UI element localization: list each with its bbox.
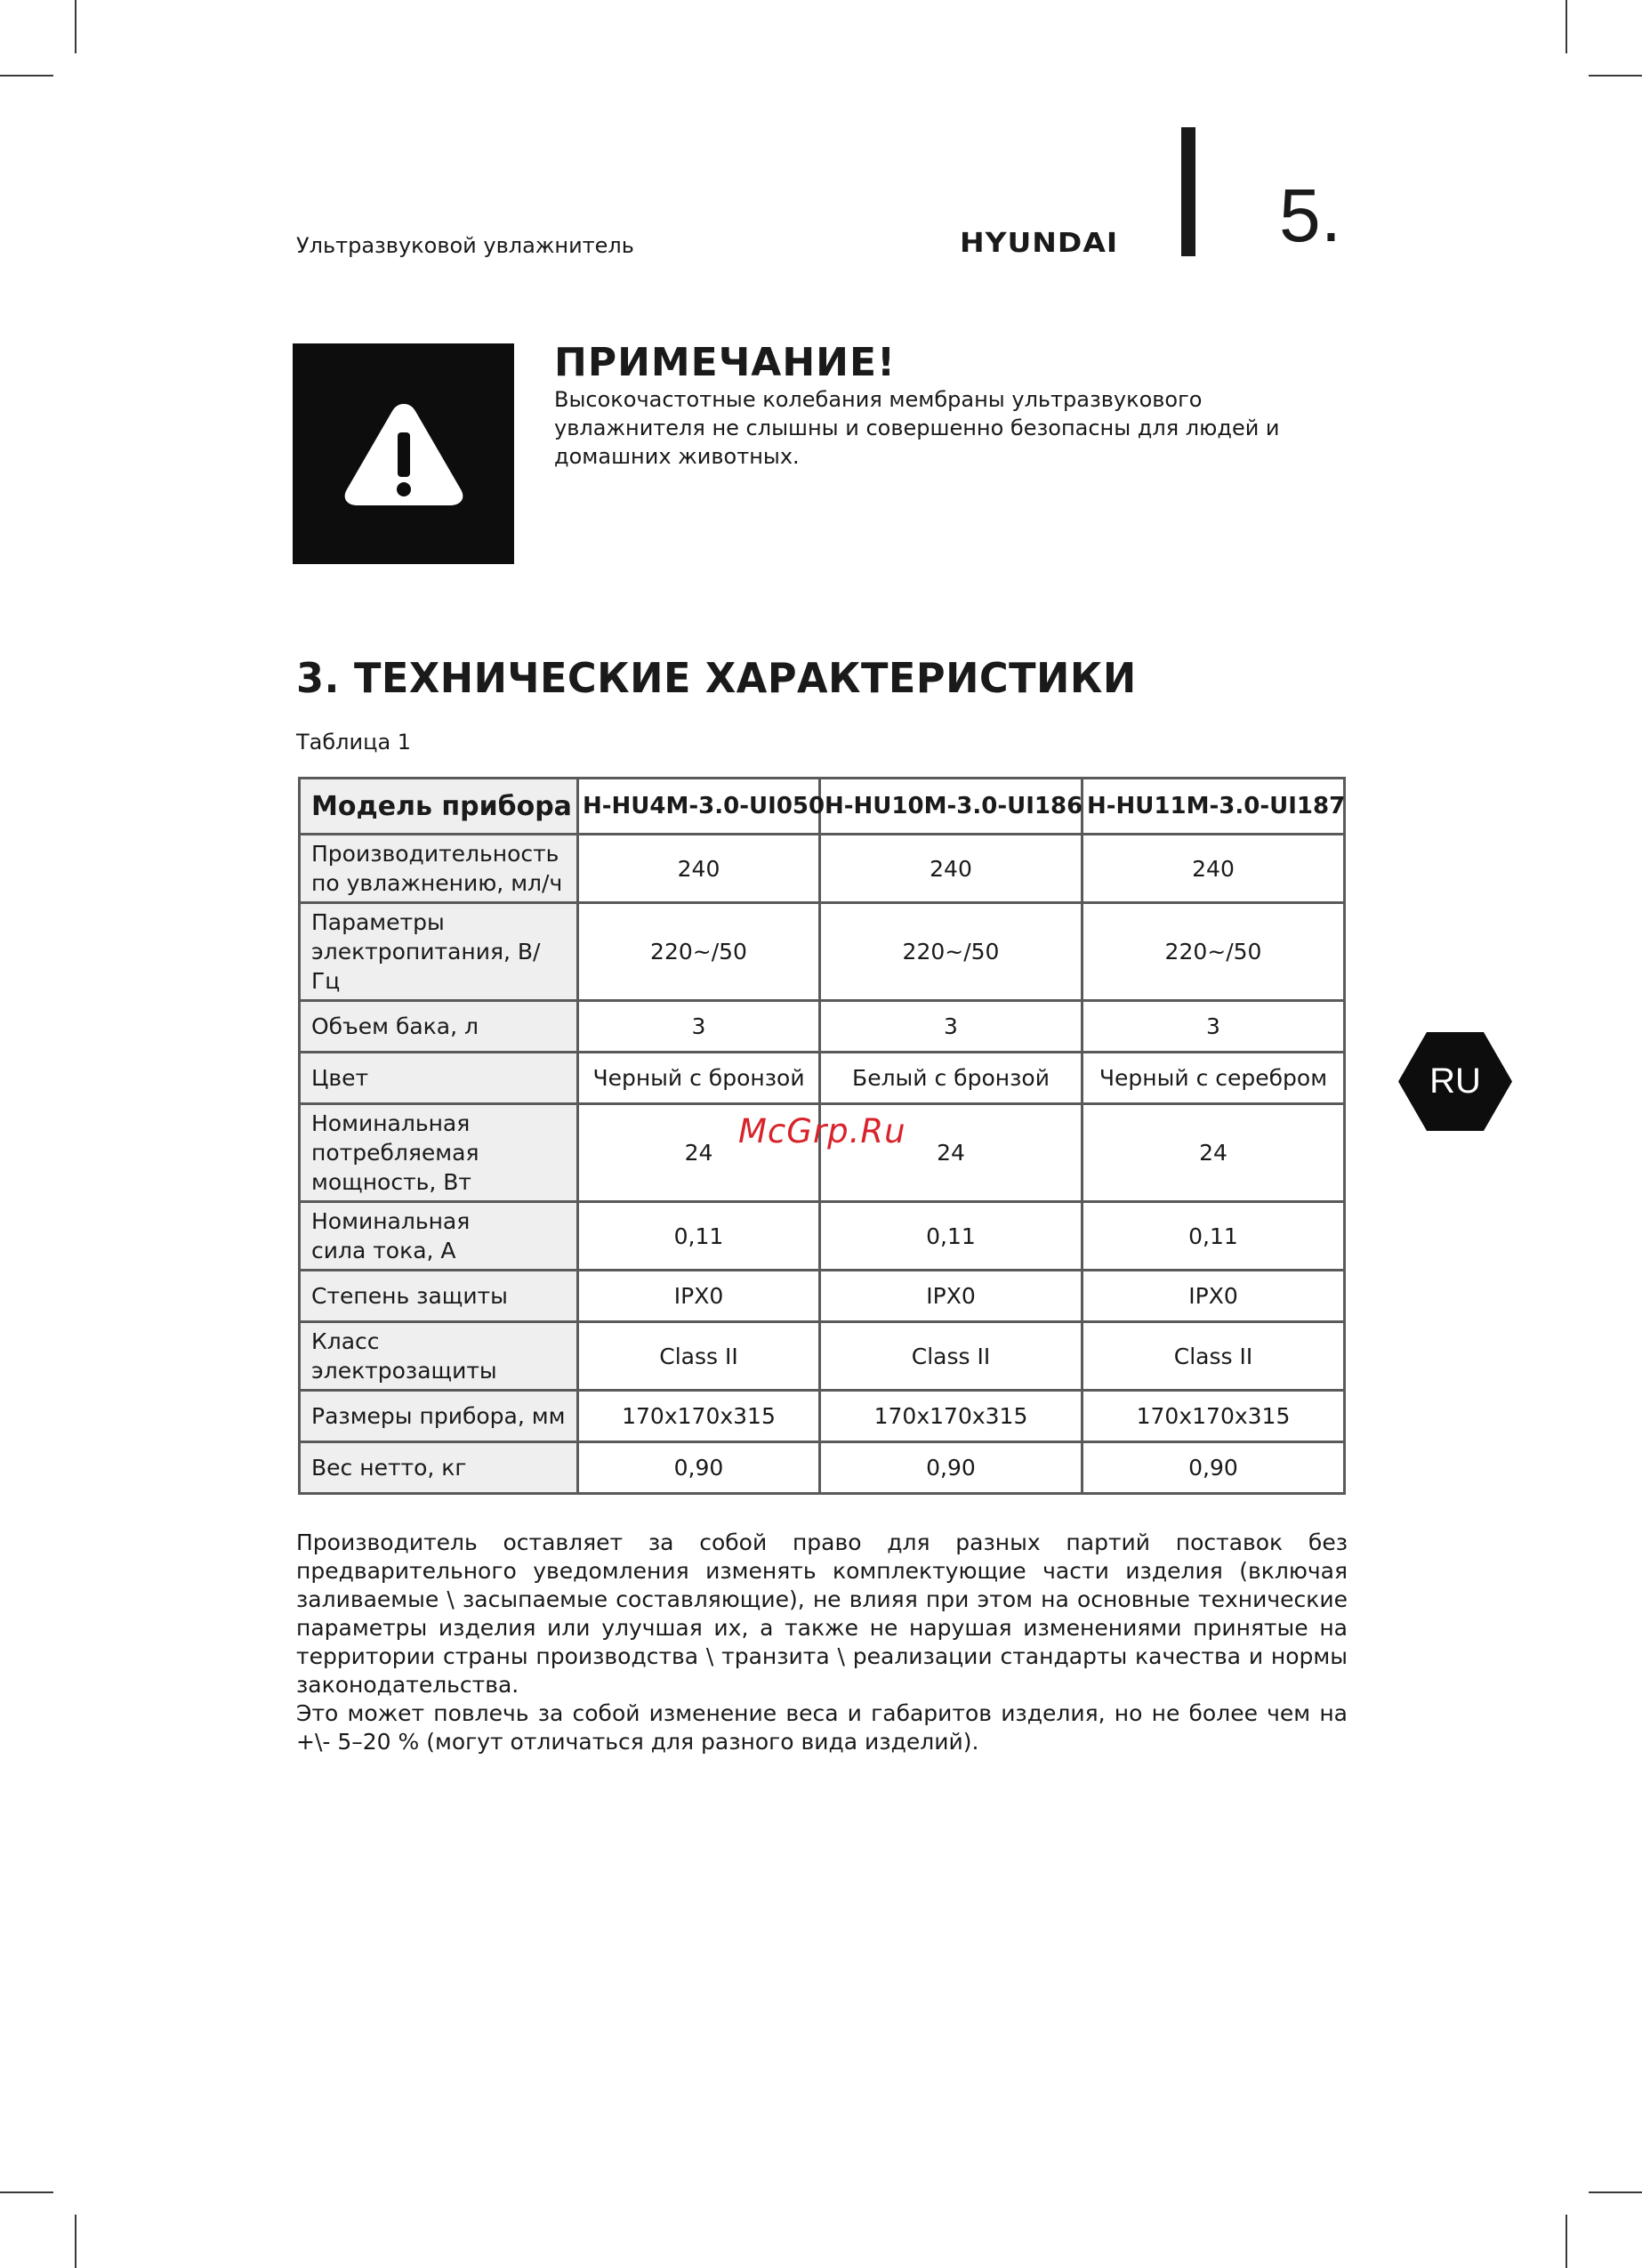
row-label (300, 903, 578, 1001)
table-caption: Таблица 1 (296, 730, 412, 755)
table-cell: 3 (1083, 1001, 1345, 1053)
table-cell: 170x170x315 (578, 1391, 820, 1442)
table-cell: Черный с бронзой (578, 1053, 820, 1104)
row-label (300, 1053, 578, 1104)
section-heading: 3. ТЕХНИЧЕСКИЕ ХАРАКТЕРИСТИКИ (296, 654, 1137, 702)
document-title: Ультразвуковой увлажнитель (296, 233, 634, 258)
table-row (300, 1271, 1345, 1322)
note-line: увлажнителя не слышны и совершенно безопасны для людей и (554, 416, 1280, 440)
table-row (300, 1391, 1345, 1442)
table-cell: 0,90 (1083, 1442, 1345, 1494)
crop-mark (1589, 75, 1642, 77)
table-cell: 0,90 (578, 1442, 820, 1494)
crop-mark (75, 2215, 76, 2268)
row-label-line: Степень защиты (311, 1283, 508, 1309)
note-line: Высокочастотные колебания мембраны ультразвукового (554, 387, 1203, 412)
table-cell: 0,11 (1083, 1202, 1345, 1271)
row-label-line: Вес нетто, кг (311, 1455, 467, 1481)
crop-mark (1589, 2191, 1642, 2193)
table-row (300, 1053, 1345, 1104)
table-cell: 220~/50 (578, 903, 820, 1001)
row-label-line: Объем бака, л (311, 1013, 479, 1039)
row-label-line: по увлажнению, мл/ч (311, 870, 563, 896)
row-label-line: Номинальная (311, 1110, 471, 1136)
crop-mark (1566, 0, 1567, 53)
table-header-cell: Модель прибора (300, 779, 578, 835)
table-cell: 24 (820, 1104, 1083, 1202)
table-row (300, 1001, 1345, 1053)
row-label-line: сила тока, А (311, 1238, 456, 1263)
table-cell: Class II (1083, 1322, 1345, 1391)
table-cell: Class II (820, 1322, 1083, 1391)
table-cell: 0,11 (578, 1202, 820, 1271)
table-row (300, 1202, 1345, 1271)
table-cell: Class II (578, 1322, 820, 1391)
row-label-line: Класс электрозащиты (311, 1328, 497, 1384)
table-row (300, 903, 1345, 1001)
row-label-line: Параметры (311, 909, 445, 935)
crop-mark (1566, 2215, 1567, 2268)
table-cell: 0,11 (820, 1202, 1083, 1271)
table-row (300, 835, 1345, 903)
table-header-row (300, 779, 1345, 835)
footer-text (296, 1529, 1348, 1756)
row-label (300, 1442, 578, 1494)
row-label-line: мощность, Вт (311, 1169, 471, 1195)
table-cell: 3 (820, 1001, 1083, 1053)
warning-triangle-icon (342, 399, 466, 509)
table-cell: 24 (1083, 1104, 1345, 1202)
table-cell: 170x170x315 (1083, 1391, 1345, 1442)
note-line: домашних животных. (554, 444, 800, 469)
row-label-line: Номинальная (311, 1208, 471, 1234)
page-number: 5. (1279, 174, 1342, 257)
table-cell: 240 (1083, 835, 1345, 903)
row-label (300, 1001, 578, 1053)
warning-box (293, 343, 514, 564)
note-text (554, 385, 1355, 471)
note-title: ПРИМЕЧАНИЕ! (554, 340, 897, 385)
table-cell: 3 (578, 1001, 820, 1053)
row-label-line: Производительность (311, 841, 559, 867)
watermark: McGrp.Ru (738, 1112, 906, 1150)
row-label-line: электропитания, В/Гц (311, 939, 541, 994)
header-divider (1181, 127, 1195, 256)
table-cell: 220~/50 (1083, 903, 1345, 1001)
table-header-cell: H-HU11M-3.0-UI187 (1083, 779, 1345, 835)
crop-mark (0, 2191, 53, 2193)
crop-mark (0, 75, 53, 77)
language-badge (1398, 1032, 1512, 1131)
row-label (300, 1104, 578, 1202)
table-row (300, 1442, 1345, 1494)
row-label (300, 1202, 578, 1271)
table-cell: Белый с бронзой (820, 1053, 1083, 1104)
table-header-cell: H-HU4M-3.0-UI050 (578, 779, 820, 835)
footer-paragraph: Это может повлечь за собой изменение веса и габаритов изделия, но не более чем на +\- 5–20 % (могут отличаться для разного вида изделий). (296, 1700, 1348, 1755)
footer-paragraph: Производитель оставляет за собой право для разных партий поставок без предварительного уведомления изменять комплектующие части изделия (включая заливаемые \ засыпаемые составляющие), не влияя при этом на основные технические параметры изделия или улучшая их, а также не нарушая изменениями принятые на территории страны производства \ транзита \ реализации стандарты качества и нормы законодательства. (296, 1529, 1348, 1698)
row-label-line: потребляемая (311, 1140, 479, 1166)
table-cell: IPX0 (1083, 1271, 1345, 1322)
row-label-line: Цвет (311, 1065, 369, 1091)
table-cell: 0,90 (820, 1442, 1083, 1494)
brand-logo: HYUNDAI (960, 226, 1119, 259)
table-cell: 170x170x315 (820, 1391, 1083, 1442)
table-cell: Черный с серебром (1083, 1053, 1345, 1104)
table-cell: IPX0 (820, 1271, 1083, 1322)
row-label (300, 835, 578, 903)
language-badge-label: RU (1429, 1061, 1481, 1101)
row-label (300, 1322, 578, 1391)
table-cell: 220~/50 (820, 903, 1083, 1001)
table-header-cell: H-HU10M-3.0-UI186 (820, 779, 1083, 835)
row-label (300, 1391, 578, 1442)
table-row (300, 1322, 1345, 1391)
table-cell: 24 (578, 1104, 820, 1202)
row-label-line: Размеры прибора, мм (311, 1403, 566, 1429)
table-cell: 240 (820, 835, 1083, 903)
row-label (300, 1271, 578, 1322)
table-cell: IPX0 (578, 1271, 820, 1322)
crop-mark (75, 0, 76, 53)
table-cell: 240 (578, 835, 820, 903)
